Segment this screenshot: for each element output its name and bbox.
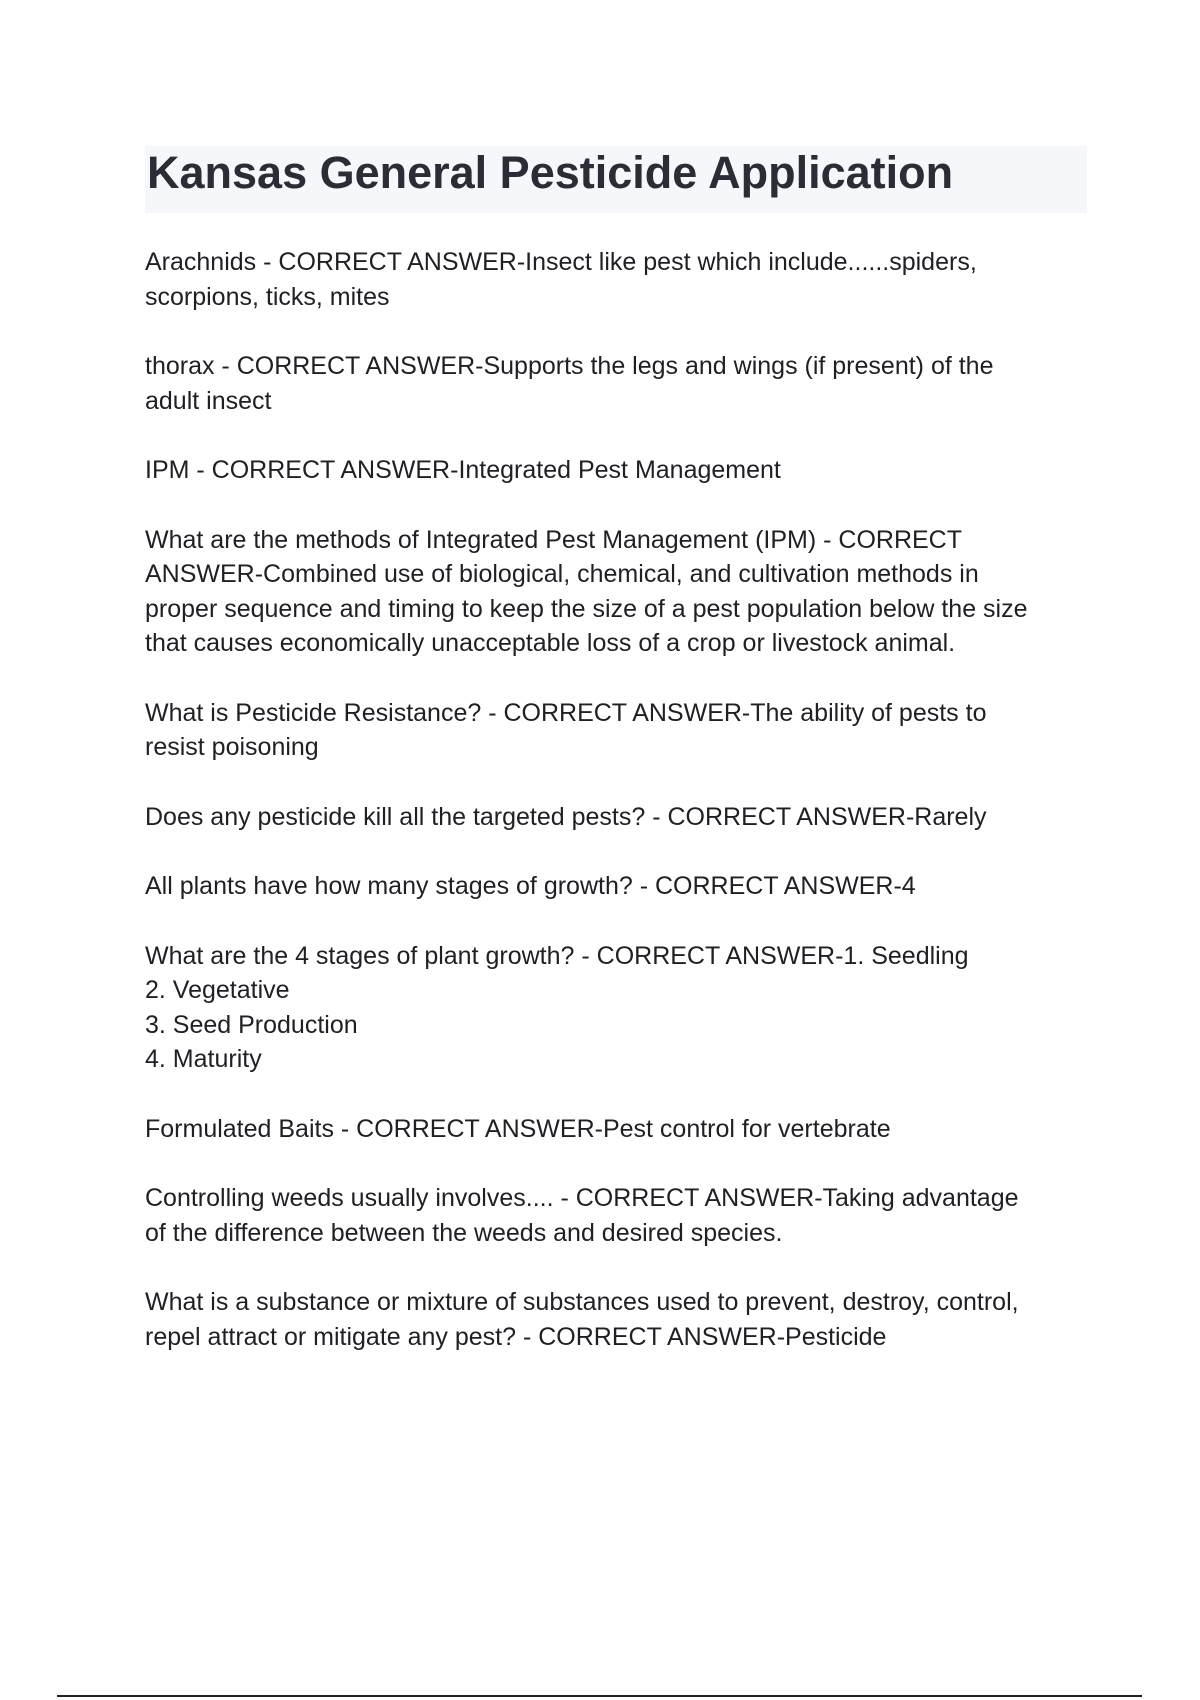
qa-item: What are the 4 stages of plant growth? - CORRECT ANSWER-1. Seedling 2. Vegetative 3. Seed Production 4. Maturity (145, 941, 969, 1073)
qa-item: IPM - CORRECT ANSWER-Integrated Pest Management (145, 456, 781, 484)
qa-item: Controlling weeds usually involves.... - CORRECT ANSWER-Taking advantage of the difference between the weeds and desired species. (145, 1184, 1019, 1247)
qa-item: What is a substance or mixture of substances used to prevent, destroy, control, repel attract or mitigate any pest? - CORRECT ANSWER-Pesticide (145, 1288, 1019, 1351)
page-title: Kansas General Pesticide Application (147, 147, 954, 198)
qa-item: What are the methods of Integrated Pest Management (IPM) - CORRECT ANSWER-Combined use of biological, chemical, and cultivation methods in proper sequence and timing to keep the size of a pest population below the size that causes economically unacceptable loss of a crop or livestock animal. (145, 525, 1028, 657)
qa-item: All plants have how many stages of growth? - CORRECT ANSWER-4 (145, 872, 916, 900)
qa-list (145, 245, 1085, 1389)
footer-divider (57, 1695, 1142, 1697)
qa-item: What is Pesticide Resistance? - CORRECT ANSWER-The ability of pests to resist poisoning (145, 698, 987, 761)
qa-item: Arachnids - CORRECT ANSWER-Insect like pest which include......spiders, scorpions, ticks, mites (145, 248, 977, 311)
qa-item: thorax - CORRECT ANSWER-Supports the legs and wings (if present) of the adult insect (145, 352, 994, 415)
qa-item: Formulated Baits - CORRECT ANSWER-Pest control for vertebrate (145, 1114, 891, 1143)
qa-item: Does any pesticide kill all the targeted pests? - CORRECT ANSWER-Rarely (145, 802, 987, 831)
